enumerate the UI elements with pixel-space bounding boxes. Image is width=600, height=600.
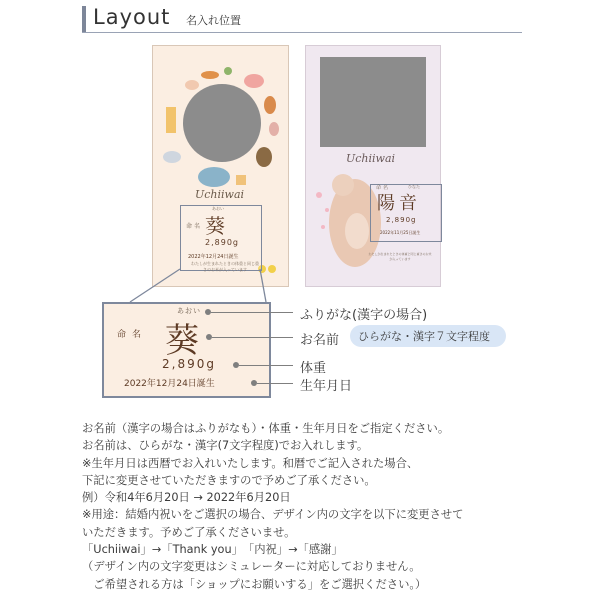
annotation-furigana: ふりがな(漢字の場合): [300, 308, 428, 323]
card-left-message: わたしが生まれたときの体重と同じ重さのお米が入っています: [191, 261, 259, 272]
card-left-brand: Uchiiwai: [195, 188, 245, 201]
card-right-brand: Uchiiwai: [346, 152, 396, 165]
card-left-furigana: あおい: [212, 206, 224, 211]
page-subtitle: 名入れ位置: [186, 14, 241, 27]
card-right-birthdate: 2022年11月25日誕生: [380, 230, 421, 235]
annotation-weight: 体重: [300, 361, 327, 376]
name-hint-text: ひらがな・漢字７文字程度: [358, 330, 490, 343]
card-left-birthdate: 2022年12月24日誕生: [188, 254, 239, 260]
note-line: 例）令和4年6月20日 → 2022年6月20日: [82, 491, 291, 505]
pointer-line-birthdate: [257, 383, 293, 384]
card-right-name-label: 命名: [376, 185, 391, 191]
note-line: いただきます。予めご了承くださいませ。: [82, 525, 296, 539]
note-line: お名前は、ひらがな・漢字(7文字程度)でお入れします。: [82, 439, 369, 453]
card-right-message: わたしが生まれたときの体重と同じ重さのお米が入っています: [368, 252, 432, 261]
card-left-name-label: 命名: [186, 223, 203, 230]
note-line: ご希望される方は「ショップにお願いする」をご選択ください。）: [82, 577, 427, 591]
zoom-weight: 2,890g: [162, 357, 216, 371]
pointer-line-furigana: [211, 312, 293, 313]
card-left-name: 葵: [205, 214, 225, 238]
card-right-weight: 2,890g: [386, 216, 417, 224]
notes-block: [82, 420, 542, 593]
zoom-name-label: 命名: [117, 330, 148, 340]
note-line: ※生年月日は西暦でお入れいたします。和暦でご記入された場合、: [82, 456, 419, 470]
page-title: Layout: [93, 5, 171, 29]
note-line: （デザイン内の文字変更はシミュレーターに対応しておりません。: [82, 560, 421, 574]
annotation-name: お名前: [300, 333, 340, 348]
note-line: 下記に変更させていただきますので予めご了承ください。: [82, 473, 376, 487]
zoom-birthdate: 2022年12月24日誕生: [124, 379, 215, 389]
pointer-line-name: [212, 337, 293, 338]
pointer-line-weight: [239, 365, 293, 366]
card-right-furigana: ひなた: [408, 184, 420, 189]
note-line: ※用途：結婚内祝いをご選択の場合、デザイン内の文字を以下に変更させて: [82, 508, 464, 522]
zoom-name: 葵: [165, 321, 199, 361]
annotation-birthdate: 生年月日: [300, 379, 353, 394]
card-right-name: 陽音: [377, 193, 421, 214]
note-line: 「Uchiiwai」→「Thank you」 「内祝」→「感謝」: [82, 543, 343, 557]
zoom-furigana: あおい: [177, 307, 201, 315]
note-line: お名前（漢字の場合はふりがなも）・体重・生年月日をご指定ください。: [82, 422, 450, 435]
card-left-weight: 2,890g: [205, 238, 239, 247]
